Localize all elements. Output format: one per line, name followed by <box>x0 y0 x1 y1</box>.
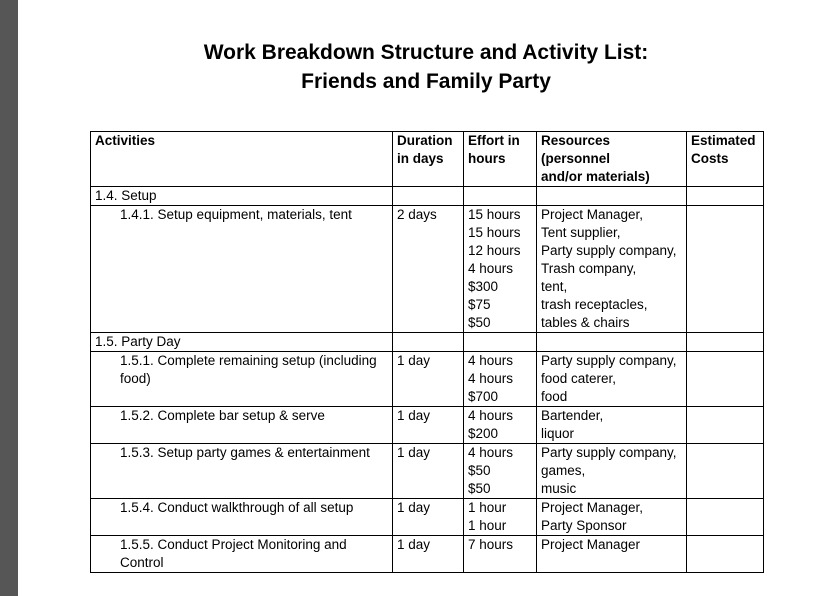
cost-cell <box>687 352 764 407</box>
activity-cell <box>91 206 393 333</box>
activity-cell <box>91 407 393 444</box>
section-label: 1.5. Party Day <box>91 333 393 352</box>
effort-cell <box>464 206 537 333</box>
cost-cell <box>687 536 764 573</box>
effort-cell-line: 4 hours <box>468 353 514 368</box>
effort-cell-line: 1 hour <box>468 518 507 533</box>
resources-cell-line: Party supply company, <box>541 353 677 368</box>
table-row <box>91 536 764 573</box>
cost-cell <box>687 499 764 536</box>
table-row <box>91 206 764 333</box>
wbs-table <box>90 131 764 573</box>
resources-cell-line: Tent supplier, <box>541 225 621 240</box>
effort-cell-line: 4 hours <box>468 408 514 423</box>
duration-cell: 1 day <box>393 352 464 407</box>
effort-cell-line: $300 <box>468 279 499 294</box>
activity-cell <box>91 499 393 536</box>
activity-cell-line: food) <box>120 371 151 386</box>
effort-cell-line: $50 <box>468 463 491 478</box>
effort-cell-line: $50 <box>468 481 491 496</box>
resources-cell <box>537 536 687 573</box>
activity-cell-line: 1.5.3. Setup party games & entertainment <box>120 445 370 460</box>
resources-cell-line: Project Manager, <box>541 500 644 515</box>
effort-cell-line: 4 hours <box>468 371 514 386</box>
table-row <box>91 407 764 444</box>
resources-cell-line: Party Sponsor <box>541 518 627 533</box>
duration-cell: 1 day <box>393 444 464 499</box>
effort-cell-line: 15 hours <box>468 207 521 222</box>
col-header-activities: Activities <box>91 132 393 187</box>
effort-cell-line: 1 hour <box>468 500 507 515</box>
resources-cell <box>537 407 687 444</box>
duration-cell: 1 day <box>393 536 464 573</box>
activity-cell-line: 1.5.1. Complete remaining setup (including <box>120 353 377 368</box>
resources-cell-line: food <box>541 389 568 404</box>
viewer-scrollbar-edge <box>0 0 18 596</box>
table-row <box>91 352 764 407</box>
activity-cell-line: 1.5.2. Complete bar setup & serve <box>120 408 325 423</box>
resources-cell-line: Party supply company, <box>541 243 677 258</box>
effort-cell-line: 7 hours <box>468 537 514 552</box>
effort-cell-line: $700 <box>468 389 499 404</box>
cost-cell <box>687 444 764 499</box>
effort-cell <box>464 352 537 407</box>
cost-cell <box>687 206 764 333</box>
resources-cell-line: Project Manager, <box>541 207 644 222</box>
resources-cell-line: Party supply company, <box>541 445 677 460</box>
document-title-line1: Work Breakdown Structure and Activity List: <box>203 41 649 64</box>
effort-cell-line: $75 <box>468 297 491 312</box>
duration-cell: 2 days <box>393 206 464 333</box>
table-row <box>91 499 764 536</box>
duration-cell: 1 day <box>393 499 464 536</box>
effort-cell-line: 4 hours <box>468 445 514 460</box>
activity-cell <box>91 536 393 573</box>
effort-cell-line: 15 hours <box>468 225 521 240</box>
duration-cell: 1 day <box>393 407 464 444</box>
resources-cell-line: trash receptacles, <box>541 297 648 312</box>
activity-cell-line: Control <box>120 555 164 570</box>
effort-cell-line: 4 hours <box>468 261 514 276</box>
resources-cell <box>537 499 687 536</box>
resources-cell <box>537 444 687 499</box>
resources-cell <box>537 352 687 407</box>
resources-cell-line: food caterer, <box>541 371 617 386</box>
activity-cell <box>91 352 393 407</box>
resources-cell-line: Bartender, <box>541 408 604 423</box>
col-header-costs: Estimated Costs <box>687 132 764 187</box>
col-header-duration: Duration in days <box>393 132 464 187</box>
activity-cell-line: 1.4.1. Setup equipment, materials, tent <box>120 207 352 222</box>
section-label: 1.4. Setup <box>91 187 393 206</box>
activity-cell-line: 1.5.4. Conduct walkthrough of all setup <box>120 500 354 515</box>
effort-cell <box>464 444 537 499</box>
activity-cell-line: 1.5.5. Conduct Project Monitoring and <box>120 537 347 552</box>
resources-cell <box>537 206 687 333</box>
col-header-resources: Resources (personnel and/or materials) <box>537 132 687 187</box>
activity-cell <box>91 444 393 499</box>
effort-cell <box>464 499 537 536</box>
document-title-line2: Friends and Family Party <box>301 70 551 93</box>
section-row-setup <box>91 187 764 206</box>
effort-cell <box>464 407 537 444</box>
resources-cell-line: liquor <box>541 426 575 441</box>
cost-cell <box>687 407 764 444</box>
section-row-party-day <box>91 333 764 352</box>
resources-cell-line: tables & chairs <box>541 315 630 330</box>
effort-cell-line: $200 <box>468 426 499 441</box>
col-header-effort: Effort in hours <box>464 132 537 187</box>
table-row <box>91 444 764 499</box>
resources-cell-line: music <box>541 481 577 496</box>
resources-cell-line: Project Manager <box>541 537 641 552</box>
effort-cell-line: 12 hours <box>468 243 521 258</box>
effort-cell-line: $50 <box>468 315 491 330</box>
resources-cell-line: Trash company, <box>541 261 637 276</box>
effort-cell <box>464 536 537 573</box>
table-header-row <box>91 132 764 187</box>
resources-cell-line: games, <box>541 463 586 478</box>
resources-cell-line: tent, <box>541 279 568 294</box>
